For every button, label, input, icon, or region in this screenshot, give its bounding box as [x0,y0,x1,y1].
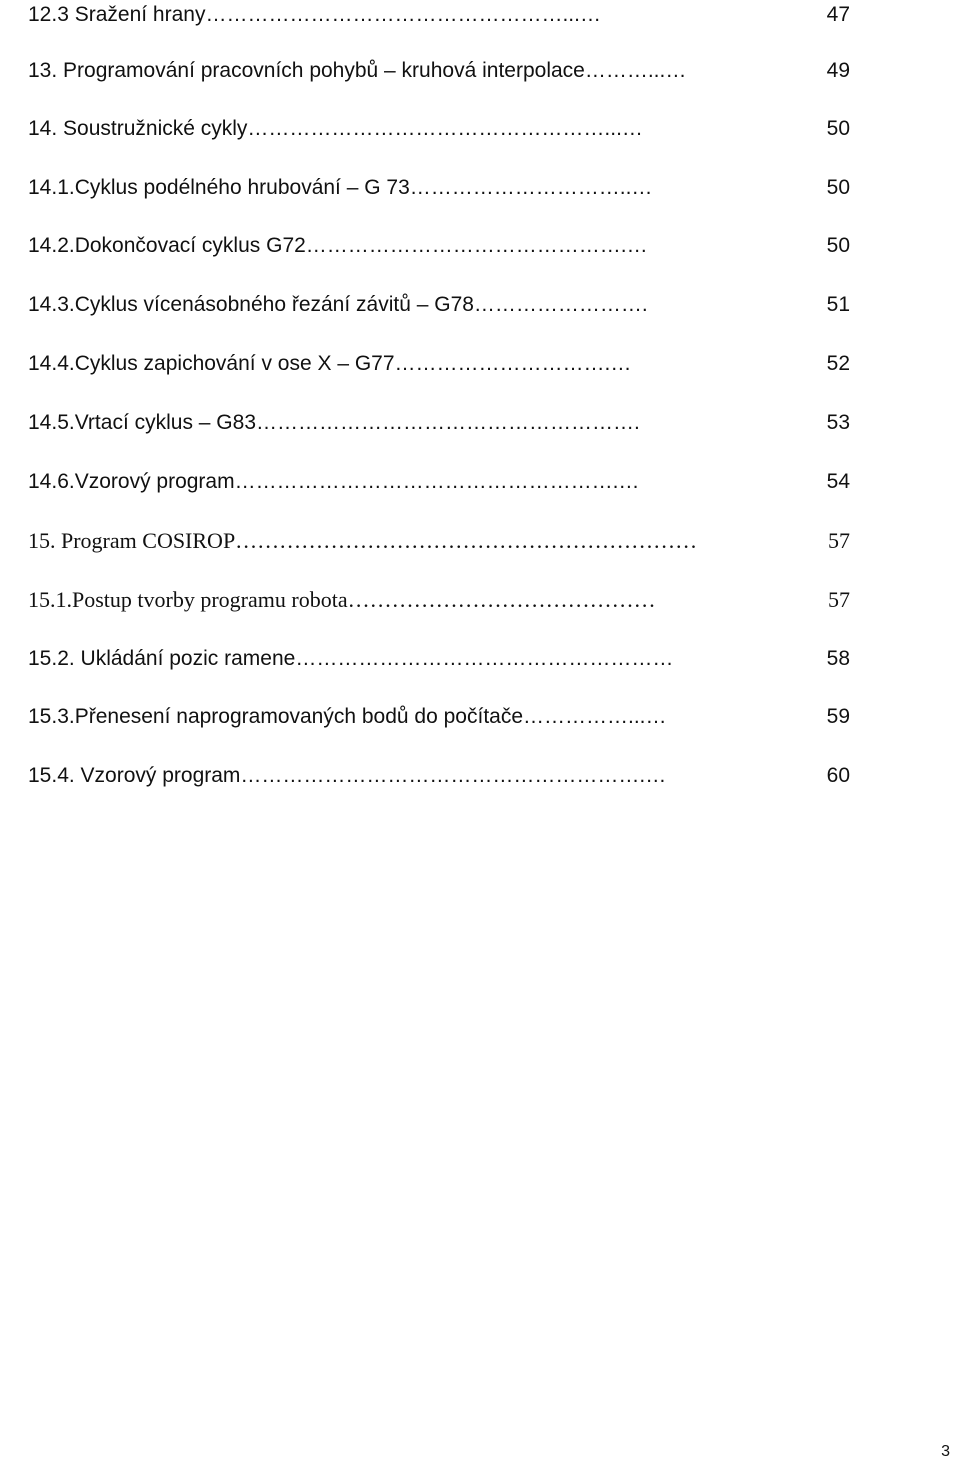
toc-entry-title: 15.3.Přenesení naprogramovaných bodů do počítače……………...… [28,705,667,728]
toc-entry-page: 53 [826,411,850,434]
toc-entry-title: 15.4. Vzorový program………………………………………………….… [28,764,667,787]
toc-entry-page: 60 [826,764,850,787]
toc-entry-title: 15. Program COSIROP……………………………………………………… [28,528,698,553]
toc-entry-14-2 [28,231,850,261]
toc-entry-title: 15.2. Ukládání pozic ramene……………………………………………… [28,647,674,670]
toc-entry-15-1 [28,585,850,615]
toc-entry-title: 14.2.Dokončovací cyklus G72……………………………………….… [28,234,648,257]
toc-entry-title: 15.1.Postup tvorby programu robota…………………………………… [28,587,656,612]
toc-entry-page: 51 [826,293,850,316]
toc-entry-14 [28,114,850,144]
toc-entry-page: 50 [826,234,850,257]
toc-entry-12-3 [28,0,850,30]
toc-entry-page: 47 [826,3,850,26]
toc-entry-title: 14.4.Cyklus zapichování v ose X – G77………………………….… [28,352,632,375]
toc-entry-title: 13. Programování pracovních pohybů – kruhová interpolace………...… [28,59,687,82]
toc-entry-title: 14.1.Cyklus podélného hrubování – G 73…………………………..… [28,176,653,199]
toc-entry-page: 50 [826,117,850,140]
toc-entry-title: 14.3.Cyklus vícenásobného řezání závitů – G78……………………. [28,293,648,316]
toc-entry-15-3 [28,702,850,732]
toc-entry-14-1 [28,173,850,203]
toc-entry-13 [28,56,850,86]
toc-entry-14-4 [28,349,850,379]
toc-entry-15 [28,526,850,556]
toc-entry-14-6 [28,467,850,497]
toc-entry-15-2 [28,644,850,674]
toc-entry-page: 52 [826,352,850,375]
toc-entry-page: 59 [826,705,850,728]
toc-entry-title: 14. Soustružnické cykly……………………………………………...… [28,117,643,140]
toc-entry-15-4 [28,761,850,791]
toc-entry-page: 50 [826,176,850,199]
toc-entry-14-5 [28,408,850,438]
toc-entry-title: 12.3 Sražení hrany……………………………………………...… [28,3,601,26]
toc-entry-title: 14.5.Vrtací cyklus – G83………………………………………………. [28,411,640,434]
toc-entry-14-3 [28,290,850,320]
toc-entry-page: 57 [828,528,850,553]
toc-entry-title: 14.6.Vzorový program……………………………………………….… [28,470,640,493]
toc-entry-page: 57 [828,587,850,612]
page-number: 3 [941,1443,950,1460]
toc-entry-page: 49 [826,59,850,82]
toc-entry-page: 54 [826,470,850,493]
toc-entry-page: 58 [826,647,850,670]
